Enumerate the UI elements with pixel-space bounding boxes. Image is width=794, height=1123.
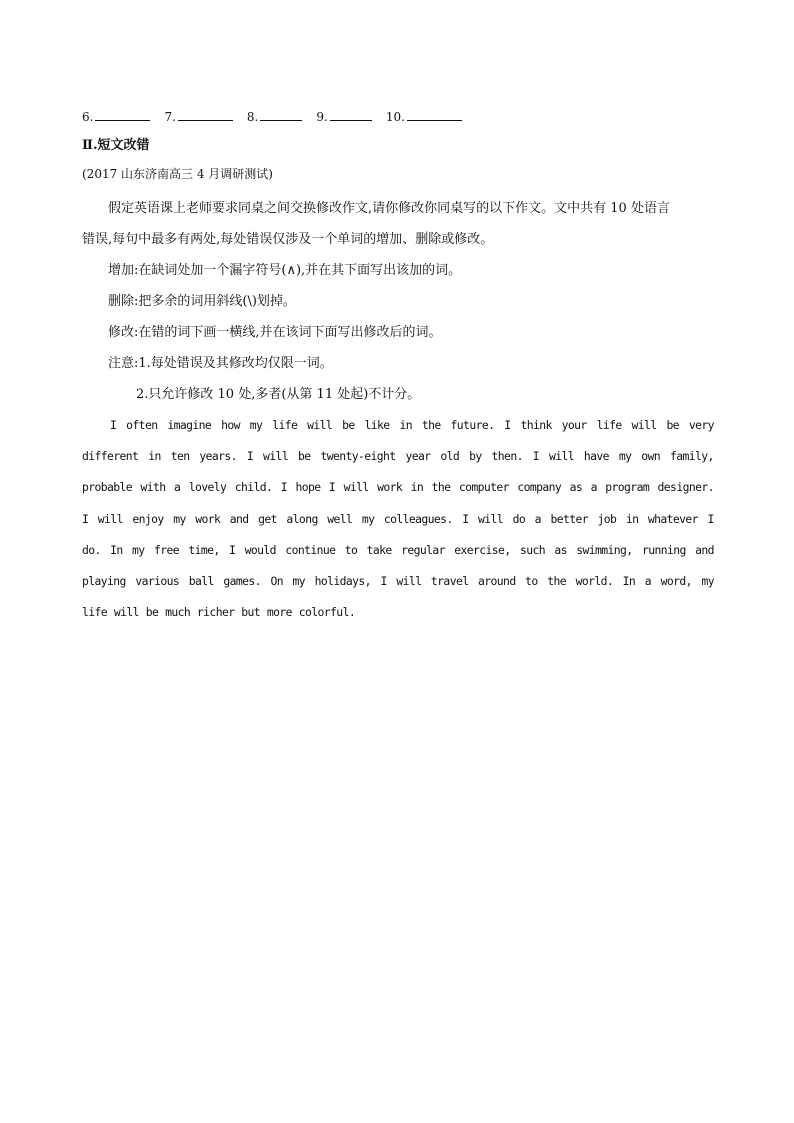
essay-line: I will enjoy my work and get along well my colleagues. I will do a better job in whatever I (82, 511, 714, 526)
blank-number: 9. (316, 110, 328, 124)
essay-line: I often imagine how my life will be like in the future. I think your life will be very (110, 418, 714, 432)
answer-blank-6 (82, 110, 150, 124)
essay-line: probable with a lovely child. I hope I will work in the computer company as a program designer. (82, 480, 714, 495)
blank-number: 8. (246, 110, 259, 124)
rule-modify: 修改:在错的词下画一横线,并在该词下面写出修改后的词。 (108, 325, 442, 340)
instructions (82, 193, 714, 410)
source-note: (2017 山东济南高三 4 月调研测试) (82, 167, 273, 181)
note-2: 2.只允许修改 10 处,多者(从第 11 处起)不计分。 (136, 387, 421, 402)
note-1: 注意:1.每处错误及其修改均仅限一词。 (108, 356, 333, 371)
essay-line: playing various ball games. On my holidays, I will travel around to the world. In a word, my (82, 573, 714, 588)
answer-blank-9 (316, 110, 371, 124)
instructions-line-1: 假定英语课上老师要求同桌之间交换修改作文,请你修改你同桌写的以下作文。文中共有 10 处语言 (108, 201, 670, 216)
answer-blank-8 (247, 110, 302, 124)
rule-add: 增加:在缺词处加一个漏字符号(∧),并在其下面写出该加的词。 (108, 263, 462, 278)
blank-line (407, 119, 462, 121)
blank-line (260, 119, 302, 121)
essay-line: different in ten years. I will be twenty-eight year old by then. I will have my own family, (82, 449, 714, 464)
blank-number: 7. (164, 110, 176, 124)
essay-line: do. In my free time, I would continue to take regular exercise, such as swimming, running and (82, 542, 714, 557)
blank-line (95, 119, 150, 121)
answer-blank-7 (164, 110, 232, 124)
essay-passage (82, 410, 714, 628)
rule-delete: 删除:把多余的词用斜线(\)划掉。 (108, 294, 296, 309)
essay-line: life will be much richer but more colorful. (82, 605, 356, 620)
blank-number: 6. (82, 110, 94, 124)
blank-line (330, 119, 372, 121)
section-title: Ⅱ.短文改错 (82, 138, 150, 153)
answer-blanks-row (82, 104, 476, 124)
blank-number: 10. (385, 110, 405, 124)
blank-line (178, 119, 233, 121)
answer-blank-10 (386, 110, 462, 124)
instructions-line-2: 错误,每句中最多有两处,每处错误仅涉及一个单词的增加、删除或修改。 (82, 232, 494, 247)
